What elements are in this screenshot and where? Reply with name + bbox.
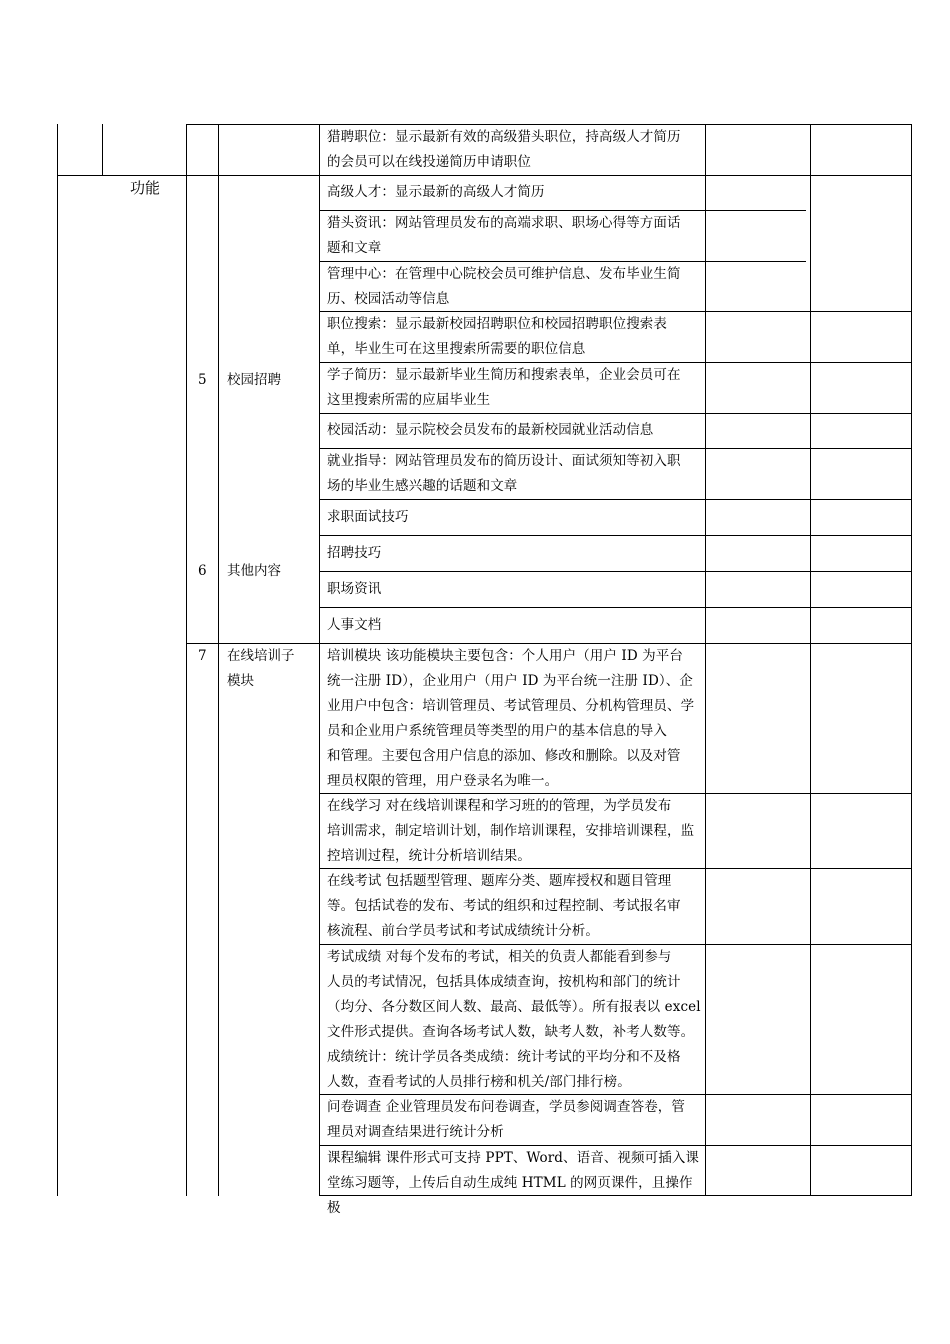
table-cell-description: 猎聘职位：显示最新有效的高级猎头职位，持高级人才简历 的会员可以在线投递简历申请职位 — [327, 129, 681, 170]
table-cell-description: 职位搜索：显示最新校园招聘职位和校园招聘职位搜索表 单，毕业生可在这里搜索所需要的职位信息 — [327, 316, 667, 357]
table-row-line — [319, 499, 912, 500]
table-cell-description: 招聘技巧 — [327, 545, 382, 561]
section-title: 校园招聘 — [227, 372, 281, 388]
table-divider — [218, 124, 219, 1196]
table-divider — [319, 124, 320, 1196]
section-number: 6 — [198, 563, 207, 579]
table-divider — [186, 124, 187, 1196]
table-cell-description: 职场资讯 — [327, 581, 382, 597]
table-cell-description: 人事文档 — [327, 617, 382, 633]
table-cell-description: 问卷调查 企业管理员发布问卷调查，学员参阅调查答卷，管 理员对调查结果进行统计分析 — [327, 1099, 685, 1140]
table-cell-description: 管理中心：在管理中心院校会员可维护信息、发布毕业生简 历、校园活动等信息 — [327, 266, 681, 307]
table-border-left — [57, 124, 58, 1196]
section-title: 其他内容 — [227, 563, 281, 579]
table-cell-description: 培训模块 该功能模块主要包含：个人用户（用户 ID 为平台 统一注册 ID），企业用户（用户 ID 为平台统一注册 ID）、企 业用户中包含：培训管理员、考试管理员、分机构管理员、学 员和企业用户系统管理员等类型的用户的基本信息的导入 和管理。主要包含用户信息的添加、修改和删除。以及对管 理员权限的管理，用户登录名为唯一。 — [327, 648, 695, 789]
table-cell-description: 课程编辑 课件形式可支持 PPT、Word、语音、视频可插入课 堂练习题等，上传后自动生成纯 HTML 的网页课件，且操作极 — [327, 1150, 700, 1216]
section-number: 7 — [198, 648, 207, 664]
category-label: 功能 — [130, 179, 161, 197]
table-cell-description: 就业指导：网站管理员发布的简历设计、面试须知等初入职 场的毕业生感兴趣的话题和文章 — [327, 453, 681, 494]
table-cell-description: 猎头资讯：网站管理员发布的高端求职、职场心得等方面话 题和文章 — [327, 215, 681, 256]
table-divider — [705, 124, 706, 1196]
table-border-right — [911, 124, 912, 1196]
table-cell-description: 学子简历：显示最新毕业生简历和搜索表单，企业会员可在 这里搜索所需的应届毕业生 — [327, 367, 681, 408]
table-cell-description: 考试成绩 对每个发布的考试，相关的负责人都能看到参与 人员的考试情况，包括具体成绩查询，按机构和部门的统计 （均分、各分数区间人数、最高、最低等）。所有报表以 excel 文件形式提供。查询各场考试人数，缺考人数，补考人数等。 成绩统计：统计学员各类成绩：统计考试的平均分和不及格 人数，查看考试的人员排行榜和机关/部门排行榜。 — [327, 949, 701, 1090]
table-divider — [102, 124, 103, 176]
table-row-line — [319, 607, 912, 608]
table-divider — [810, 124, 811, 1196]
table-row-line — [57, 175, 912, 176]
table-cell-description: 高级人才：显示最新的高级人才简历 — [327, 184, 545, 200]
table-cell-description: 在线学习 对在线培训课程和学习班的的管理，为学员发布 培训需求，制定培训计划，制作培训课程，安排培训课程，监 控培训过程，统计分析培训结果。 — [327, 798, 695, 864]
table-row-line — [319, 535, 912, 536]
table-cell-description: 校园活动：显示院校会员发布的最新校园就业活动信息 — [327, 422, 654, 438]
table-cell-description: 求职面试技巧 — [327, 509, 409, 525]
section-number: 5 — [198, 372, 207, 388]
table-cell-description: 在线考试 包括题型管理、题库分类、题库授权和题目管理 等。包括试卷的发布、考试的组织和过程控制、考试报名审 核流程、前台学员考试和考试成绩统计分析。 — [327, 873, 681, 939]
table-row-line — [319, 571, 912, 572]
section-title: 在线培训子 模块 — [227, 648, 295, 689]
table-row-line — [319, 413, 912, 414]
